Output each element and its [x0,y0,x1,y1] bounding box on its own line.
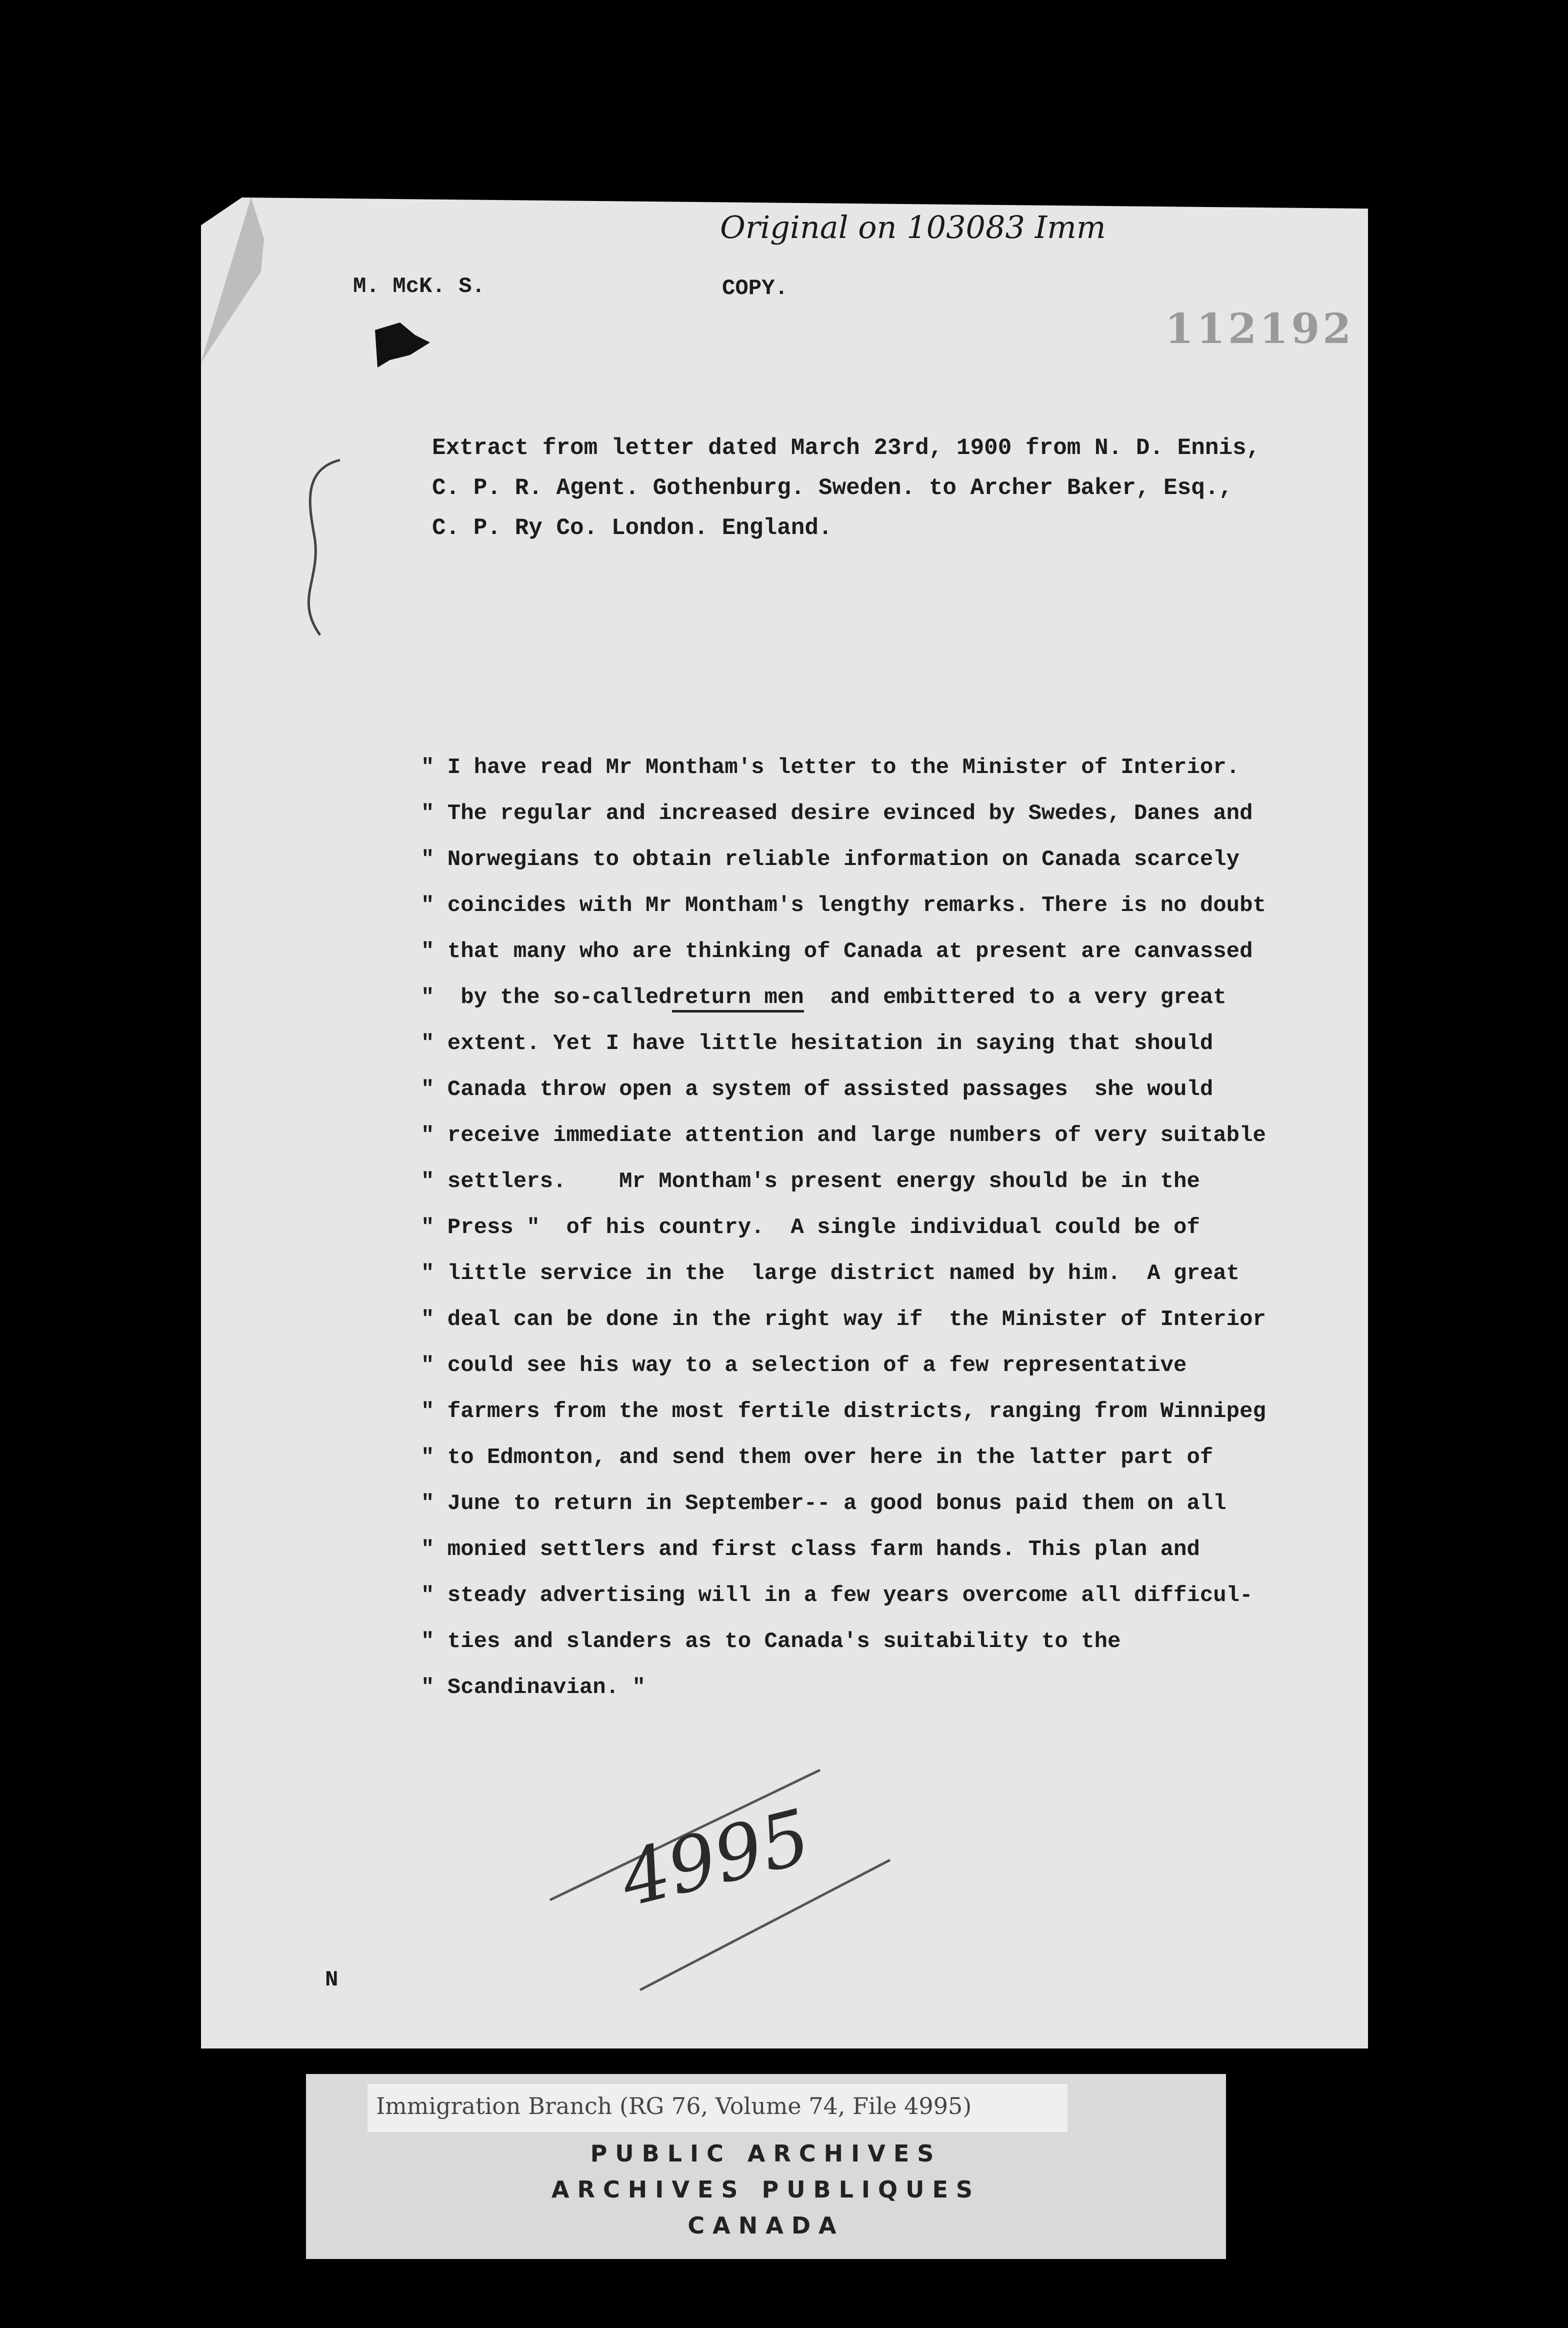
body-line: " could see his way to a selection of a few representative [421,1353,1187,1378]
body-line: " deal can be done in the right way if the Minister of Interior [421,1307,1266,1332]
heading-line: C. P. R. Agent. Gothenburg. Sweden. to Archer Baker, Esq., [432,475,1233,501]
body-line: " extent. Yet I have little hesitation in saying that should [421,1031,1214,1056]
body-line: " The regular and increased desire evinced by Swedes, Danes and [421,801,1253,826]
body-line: " that many who are thinking of Canada at present are canvassed [421,939,1253,964]
underlined-phrase: return men [672,985,804,1012]
body-line: " settlers. Mr Montham's present energy should be in the [421,1169,1200,1194]
body-line-start: " by the so-called [421,985,672,1010]
archive-line-2: ARCHIVES PUBLIQUES [551,2176,981,2203]
body-line: " farmers from the most fertile districts, ranging from Winnipeg [421,1399,1266,1424]
extract-heading [432,435,1362,555]
handwritten-note: Original on 103083 Imm [720,209,1106,246]
heading-line: Extract from letter dated March 23rd, 1900 from N. D. Ennis, [432,435,1260,461]
body-line: " I have read Mr Montham's letter to the Minister of Interior. [421,755,1240,780]
body-line: " little service in the large district named by him. A great [421,1261,1240,1286]
file-number-stamp: 112192 [1165,305,1354,353]
body-line: " monied settlers and first class farm hands. This plan and [421,1537,1200,1562]
body-line: " to Edmonton, and send them over here in the latter part of [421,1445,1214,1470]
body-line-end: and embittered to a very great [804,985,1226,1010]
body-line: " ties and slanders as to Canada's suitability to the [421,1629,1121,1654]
margin-bracket [280,450,360,650]
body-line [421,985,1226,1010]
archive-reference: Immigration Branch (RG 76, Volume 74, File 4995) [376,2092,972,2120]
archive-stamp [306,2130,1226,2250]
body-line: " Scandinavian. " [421,1675,646,1700]
body-line: " Press " of his country. A single individual could be of [421,1215,1200,1240]
heading-line: C. P. Ry Co. London. England. [432,515,832,541]
body-line: " receive immediate attention and large numbers of very suitable [421,1123,1266,1148]
body-line: " coincides with Mr Montham's lengthy remarks. There is no doubt [421,893,1266,918]
bottom-mark: N [325,1968,338,1992]
body-line: " June to return in September-- a good bonus paid them on all [421,1491,1226,1516]
body-line: " Canada throw open a system of assisted passages she would [421,1077,1214,1102]
archive-line-1: PUBLIC ARCHIVES [590,2140,942,2167]
body-line: " Norwegians to obtain reliable information on Canada scarcely [421,847,1240,872]
copy-label: COPY. [722,276,788,301]
margin-file-number: 4995 [612,1793,819,1924]
letter-body [421,755,1351,1725]
archive-line-3: CANADA [688,2212,844,2239]
initials: M. McK. S. [353,274,486,299]
black-tab-mark [370,320,435,370]
body-line: " steady advertising will in a few years overcome all difficul- [421,1583,1253,1608]
